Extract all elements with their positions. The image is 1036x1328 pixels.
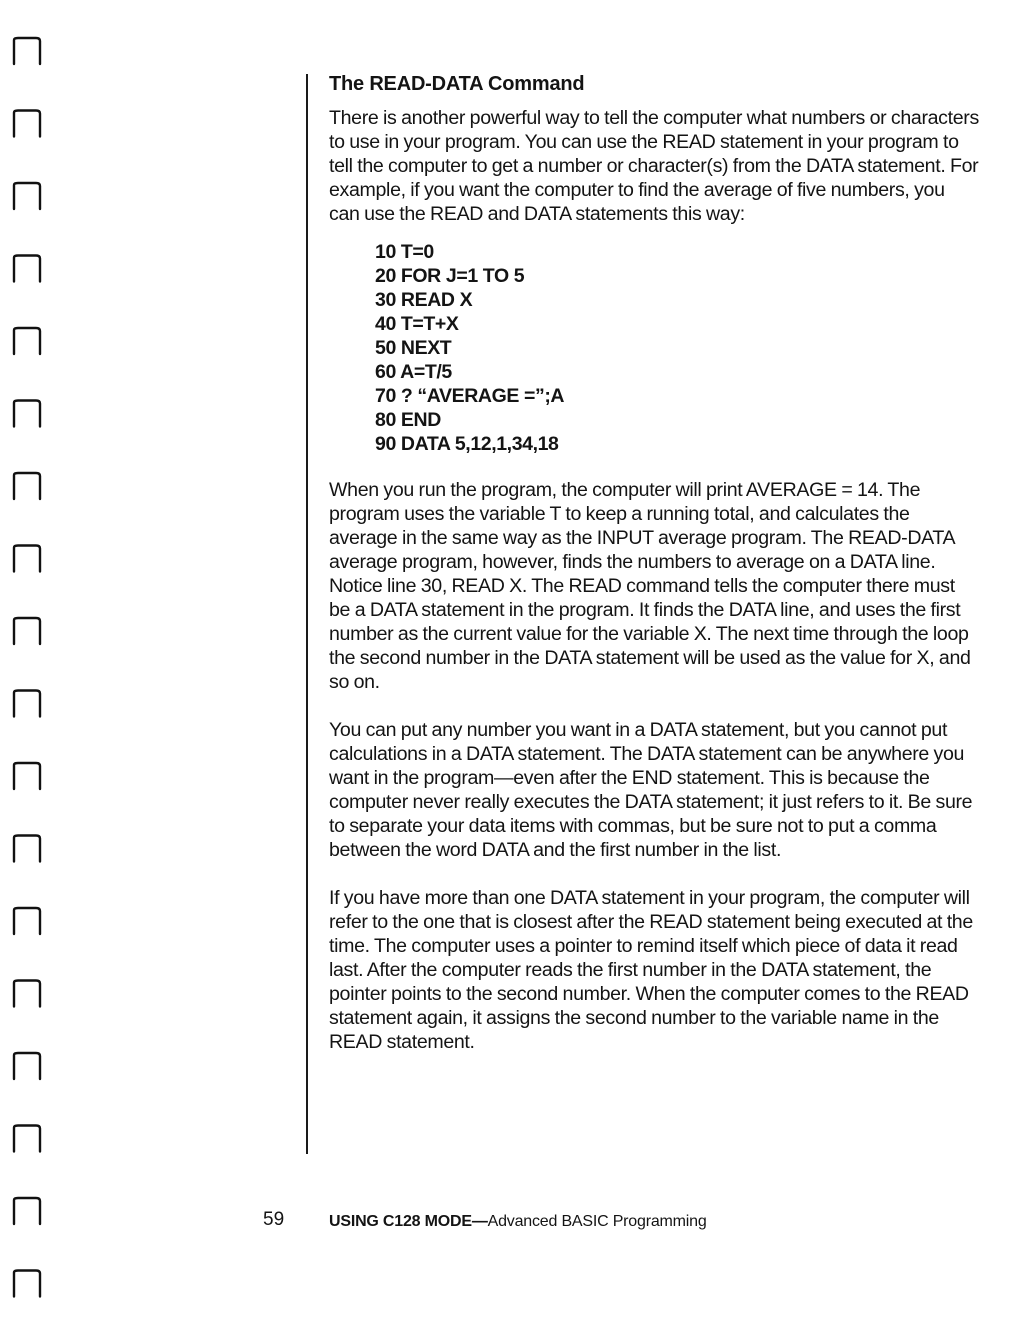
- code-line: 30 READ X: [375, 289, 473, 311]
- paragraph-explanation: When you run the program, the computer will print AVERAGE = 14. The program uses the variable T to keep a running total, and calculates the average in the same way as the INPUT average program. The READ-DATA average program, however, finds the numbers to average on a DATA line. Notice line 30, READ X. The READ command tells the computer there must be a DATA statement in the program. It finds the DATA line, and uses the first number as the current value for the variable X. The next time through the loop the second number in the DATA statement will be used as the value for X, and so on.: [329, 479, 971, 693]
- binding-hole: [14, 618, 40, 644]
- code-line: 80 END: [375, 409, 441, 431]
- code-line: 90 DATA 5,12,1,34,18: [375, 433, 559, 455]
- binding-hole: [14, 473, 40, 499]
- binding-hole: [14, 763, 40, 789]
- binding-hole: [14, 1053, 40, 1079]
- paragraph-placement: You can put any number you want in a DATA statement, but you cannot put calculations in a DATA statement. The DATA statement can be anywhere you want in the program—even after the END statement. This is because the computer never really executes the DATA statement; it just refers to it. Be sure to separate your data items with commas, but be sure not to put a comma between the word DATA and the first number in the list.: [329, 719, 973, 861]
- code-line: 50 NEXT: [375, 337, 452, 359]
- binding-hole: [14, 328, 40, 354]
- running-footer: [329, 1210, 707, 1234]
- binding-hole: [14, 1271, 40, 1297]
- binding-hole: [14, 1126, 40, 1152]
- binding-hole: [14, 691, 40, 717]
- binding-hole: [14, 38, 40, 64]
- page-content: [329, 72, 979, 1054]
- vertical-rule: [306, 74, 308, 1154]
- binding-holes-icon: [0, 0, 60, 1328]
- binding-hole: [14, 1198, 40, 1224]
- paragraph-multiple-data: If you have more than one DATA statement in your program, the computer will refer to the one that is closest after the READ statement being executed at the time. The computer uses a pointer to remind itself which piece of data it read last. After the computer reads the first number in the DATA statement, the pointer points to the second number. When the computer comes to the READ statement again, it assigns the second number to the variable name in the READ statement.: [329, 887, 973, 1053]
- binding-hole: [14, 256, 40, 282]
- binding-hole: [14, 546, 40, 572]
- spiral-binding: [0, 0, 60, 1328]
- footer-section: USING C128 MODE: [329, 1213, 472, 1230]
- binding-hole: [14, 183, 40, 209]
- code-line: 20 FOR J=1 TO 5: [375, 265, 525, 287]
- section-heading: The READ-DATA Command: [329, 73, 585, 95]
- code-line: 70 ? “AVERAGE =”;A: [375, 385, 565, 407]
- binding-hole: [14, 908, 40, 934]
- binding-hole: [14, 111, 40, 137]
- page-number: 59: [263, 1209, 285, 1230]
- code-listing: [375, 240, 979, 456]
- code-line: 60 A=T/5: [375, 361, 452, 383]
- binding-hole: [14, 836, 40, 862]
- footer-dash: —: [471, 1213, 488, 1230]
- code-line: 10 T=0: [375, 241, 434, 263]
- paragraph-intro: There is another powerful way to tell the computer what numbers or characters to use in your program. You can use the READ statement in your program to tell the computer to get a number or character(s) from the DATA statement. For example, if you want the computer to find the average of five numbers, you can use the READ and DATA statements this way:: [329, 107, 979, 225]
- code-line: 40 T=T+X: [375, 313, 459, 335]
- binding-hole: [14, 401, 40, 427]
- footer-topic: Advanced BASIC Programming: [487, 1213, 707, 1230]
- binding-hole: [14, 981, 40, 1007]
